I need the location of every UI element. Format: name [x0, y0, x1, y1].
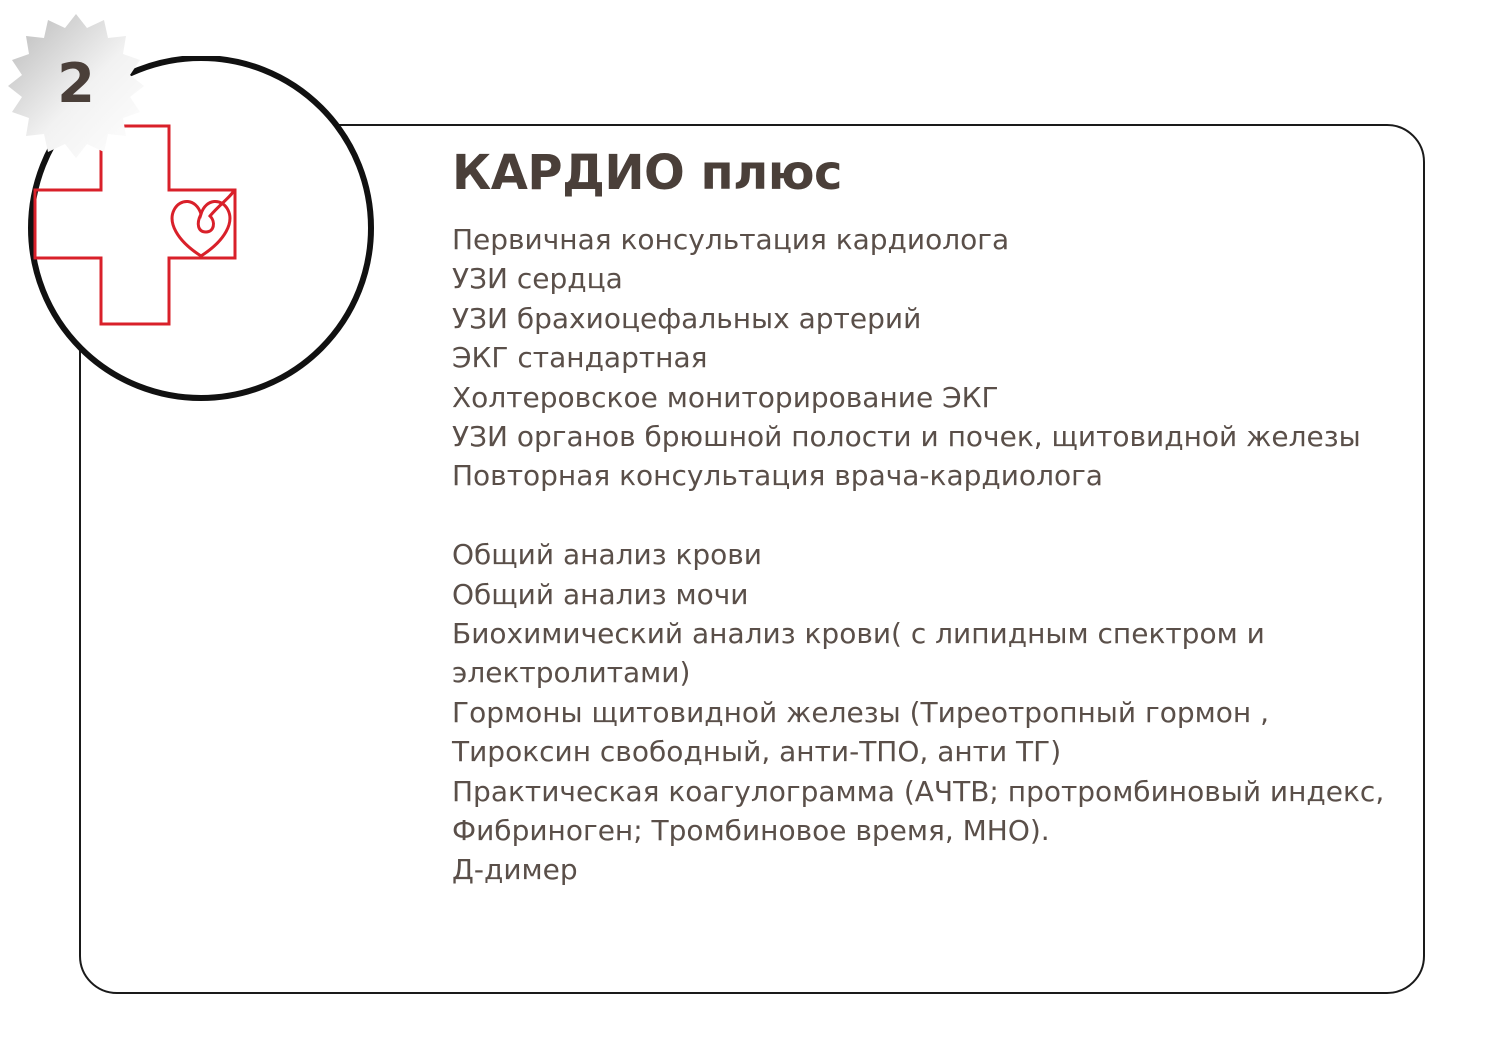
list-item: Д-димер [452, 853, 578, 887]
list-item: УЗИ брахиоцефальных артерий [452, 301, 922, 335]
list-item: УЗИ сердца [452, 262, 623, 296]
card-title: КАРДИО плюс [452, 145, 842, 201]
list-item: Биохимический анализ крови( с липидным спектром и электролитами) [452, 617, 1265, 690]
list-item: Первичная консультация кардиолога [452, 223, 1010, 256]
list-item: ЭКГ стандартная [452, 341, 708, 375]
list-item: Практическая коагулограмма (АЧТВ; протромбиновый индекс, Фибриноген; Тромбиновое время, МНО). [452, 774, 1385, 848]
list-item: УЗИ органов брюшной полости и почек, щитовидной железы [452, 420, 1361, 454]
list-item: Общий анализ крови [452, 538, 762, 572]
list-item: Холтеровское мониторирование ЭКГ [452, 380, 999, 414]
card-content [452, 140, 1392, 890]
list-item: Общий анализ мочи [452, 577, 749, 611]
analyses-list [452, 535, 1392, 890]
list-item: Повторная консультация врача-кардиолога [452, 459, 1103, 493]
badge-number: 2 [57, 51, 95, 115]
services-list [452, 220, 1392, 496]
list-item: Гормоны щитовидной железы (Тиреотропный гормон , Тироксин свободный, анти-ТПО, анти ТГ) [452, 695, 1269, 769]
